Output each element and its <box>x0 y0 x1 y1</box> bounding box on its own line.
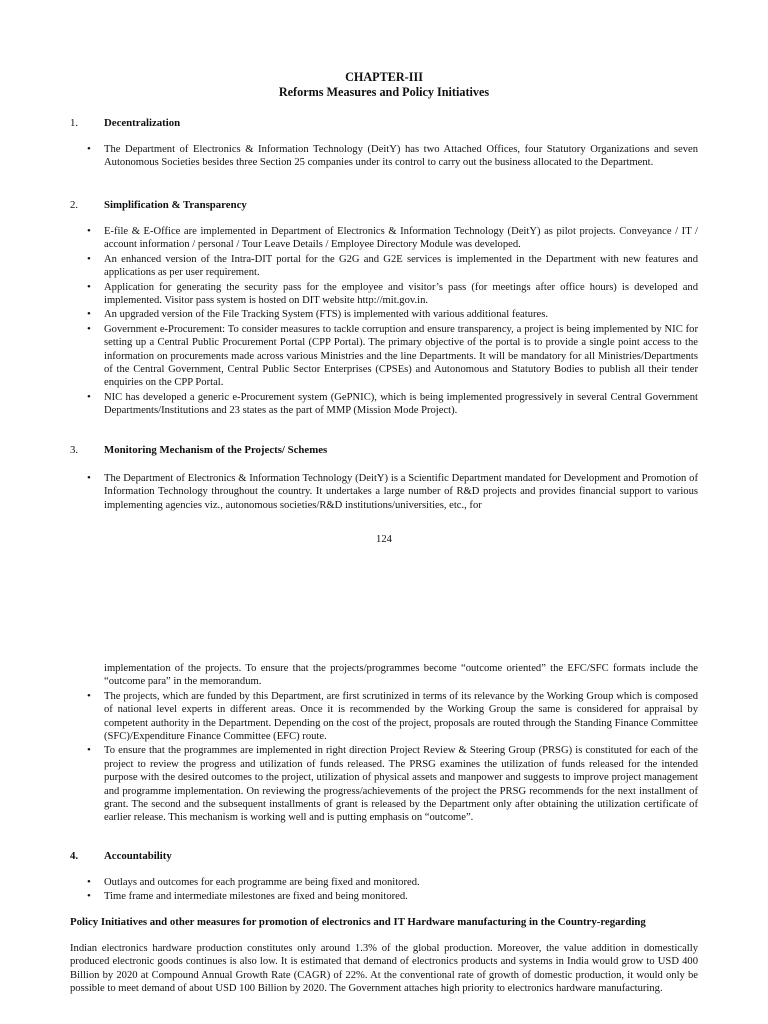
policy-heading: Policy Initiatives and other measures for promotion of electronics and IT Hardware manufacturing in the Country-regarding <box>70 916 646 928</box>
section-title: Monitoring Mechanism of the Projects/ Schemes <box>104 444 328 456</box>
section-1-heading <box>70 116 710 130</box>
section-4-bullets <box>87 876 698 905</box>
section-2-heading <box>70 198 710 212</box>
bullet-item: • The Department of Electronics & Information Technology (DeitY) has two Attached Offices, four Statutory Organizations and seven Autonomous Societies besides three Section 25 companies under its control to carry out the business allocated to the Department. <box>87 143 698 170</box>
section-title: Decentralization <box>104 117 181 129</box>
section-2-bullets <box>87 225 698 419</box>
section-3-heading <box>70 443 710 457</box>
section-number: 2. <box>70 199 79 211</box>
bullet-item: • NIC has developed a generic e-Procurement system (GePNIC), which is being implemented progressively in several Central Government Departments/Institutions and 23 states as the part of MMP (Mission Mode Project). <box>87 391 698 418</box>
section-number: 1. <box>70 117 79 129</box>
section-title: Simplification & Transparency <box>104 199 247 211</box>
bullet-item: • An enhanced version of the Intra-DIT portal for the G2G and G2E services is implemented in the Department with new features and applications as per user requirement. <box>87 253 698 280</box>
section-4-heading <box>70 849 710 863</box>
chapter-subheading: Reforms Measures and Policy Initiatives <box>278 85 490 99</box>
bullet-continuation: implementation of the projects. To ensure that the projects/programmes become “outcome oriented” the EFC/SFC formats include the “outcome para” in the memorandum. <box>104 663 698 688</box>
section-title: Accountability <box>104 850 172 862</box>
section-number: 3. <box>70 444 79 456</box>
bullet-item: • Outlays and outcomes for each programme are being fixed and monitored. <box>87 876 698 889</box>
chapter-heading: CHAPTER-III <box>345 70 423 84</box>
policy-paragraph: Indian electronics hardware production constitutes only around 1.3% of the global production. Moreover, the value addition in domestically produced electronic goods continues is also low. It is estimated that demand of electronics products and systems in India would grow to USD 400 Billion by 2020 at Compound Annual Growth Rate (CAGR) of 22%. At the conventional rate of growth of domestic production, it would only be possible to meet demand of about USD 100 Billion by 2020. The Government attaches high priority to electronics hardware manufacturing. <box>70 943 698 995</box>
bullet-item: • Time frame and intermediate milestones are fixed and being monitored. <box>87 890 698 903</box>
bullet-item: • To ensure that the programmes are implemented in right direction Project Review & Steering Group (PRSG) is constituted for each of the project to review the progress and utilization of funds released. The PRSG examines the utilization of funds released for the intended purpose with the desired outcomes to the project, utilization of physical assets and manpower and suggests to improve project management and programme implementation. On reviewing the progress/achievements of the project the PRSG recommends for the next installment of grant. The second and the subsequent installments of grant is released by the Department only after obtaining the utilization certificate of earlier release. This mechanism is working well and is putting emphasis on “outcome”. <box>87 744 698 824</box>
bullet-item: • Application for generating the security pass for the employee and visitor’s pass (for meetings after office hours) is developed and implemented. Visitor pass system is hosted on DIT website http://mit.gov.in. <box>87 281 698 308</box>
bullet-item: • The projects, which are funded by this Department, are first scrutinized in terms of its relevance by the Working Group which is composed of national level experts in different areas. Once it is recommended by the Working Group the same is considered for appraisal by competent authority in the Department. Depending on the cost of the project, proposals are routed through the Standing Finance Committee (SFC)/Expenditure Finance Committee (EFC) route. <box>87 690 698 744</box>
page-number: 124 <box>376 534 392 545</box>
bullet-item: • An upgraded version of the File Tracking System (FTS) is implemented with various additional features. <box>87 308 698 321</box>
section-1-bullets <box>87 143 698 171</box>
section-3-bullets <box>87 472 698 513</box>
bullet-item: • E-file & E-Office are implemented in Department of Electronics & Information Technology (DeitY) as pilot projects. Conveyance / IT / account information / personal / Tour Leave Details / Employee Directory Module was developed. <box>87 225 698 252</box>
section-3-bullets-continued <box>87 662 698 826</box>
bullet-item: • Government e-Procurement: To consider measures to tackle corruption and ensure transparency, a project is being implemented by NIC for setting up a Central Public Procurement Portal (CPP Portal). The primary objective of the portal is to provide a single point access to the information on procurements made across various Ministries and the line Departments. It will be mandatory for all Ministries/Departments of the Central Government, Central Public Sector Enterprises (CPSEs) and Autonomous and Statutory Bodies to publish all their tender enquiries on the CPP Portal. <box>87 323 698 390</box>
bullet-item: • The Department of Electronics & Information Technology (DeitY) is a Scientific Department mandated for Development and Promotion of Information Technology throughout the country. It undertakes a large number of R&D projects and provides financial support to various implementing agencies viz., autonomous societies/R&D institutions/universities, etc., for <box>87 472 698 512</box>
section-number: 4. <box>70 850 79 862</box>
